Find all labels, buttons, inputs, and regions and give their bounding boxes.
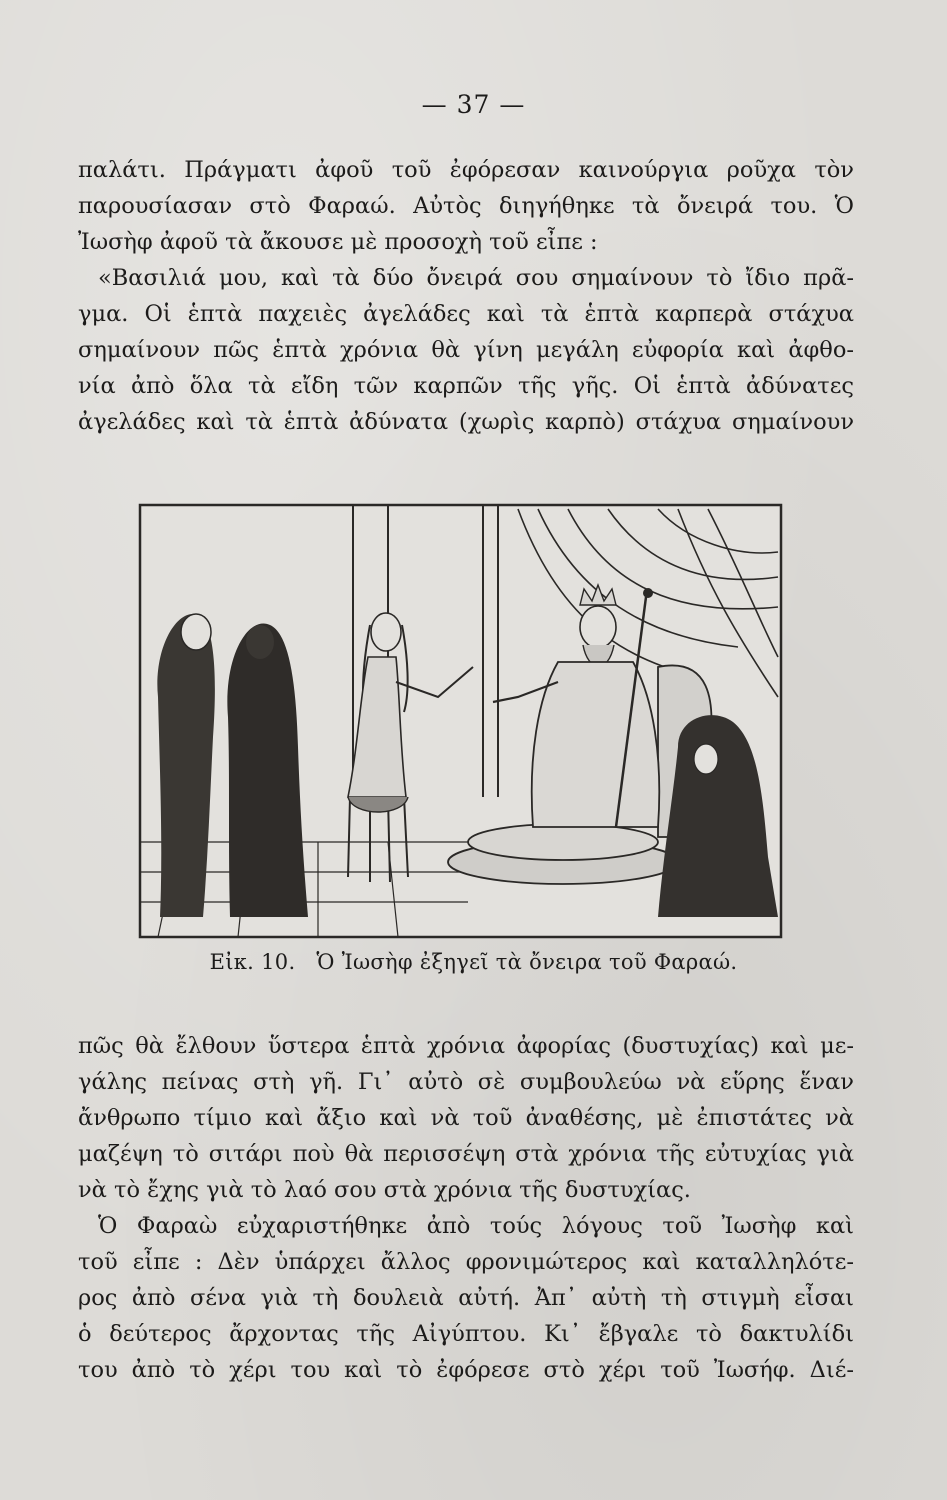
text-line: γμα. Οἱ ἑπτὰ παχειὲς ἀγελάδες καὶ τὰ ἑπτὰ καρπερὰ στάχυα <box>78 301 854 327</box>
text-line: ὁ δεύτερος ἄρχοντας τῆς Αἰγύπτου. Κι᾽ ἔβγαλε τὸ δακτυλίδι <box>78 1321 854 1347</box>
text-line: νὰ τὸ ἔχης γιὰ τὸ λαό σου στὰ χρόνια τῆς δυστυχίας. <box>78 1177 691 1203</box>
page-number: — 37 — <box>421 90 526 119</box>
text-line: παλάτι. Πράγματι ἀφοῦ τοῦ ἐφόρεσαν καινούργια ροῦχα τὸν <box>78 157 854 183</box>
continued-paragraph <box>78 1028 854 1208</box>
text-line: ἀγελάδες καὶ τὰ ἑπτὰ ἀδύνατα (χωρὶς καρπὸ) στάχυα σημαίνουν <box>78 409 854 435</box>
text-line: νία ἀπὸ ὅλα τὰ εἴδη τῶν καρπῶν τῆς γῆς. Οἱ ἑπτὰ ἀδύνατες <box>78 373 854 399</box>
text-line: του ἀπὸ τὸ χέρι του καὶ τὸ ἐφόρεσε στὸ χέρι τοῦ Ἰωσήφ. Διέ- <box>78 1357 854 1383</box>
text-line: σημαίνουν πῶς ἑπτὰ χρόνια θὰ γίνη μεγάλη εὐφορία καὶ ἀφθο- <box>78 337 854 363</box>
speech-paragraph <box>78 260 854 440</box>
text-line: γάλης πείνας στὴ γῆ. Γι᾽ αὐτὸ σὲ συμβουλεύω νὰ εὕρης ἕναν <box>78 1069 854 1095</box>
figure-caption <box>0 950 947 974</box>
text-line: ἄνθρωπο τίμιο καὶ ἄξιο καὶ νὰ τοῦ ἀναθέσης, μὲ ἐπιστάτες νὰ <box>78 1105 854 1131</box>
text-line: «Βασιλιά μου, καὶ τὰ δύο ὄνειρά σου σημαίνουν τὸ ἴδιο πρᾶ- <box>98 265 854 291</box>
text-line: παρουσίασαν στὸ Φαραώ. Αὐτὸς διηγήθηκε τὰ ὄνειρά του. Ὁ <box>78 193 854 219</box>
text-line: μαζέψη τὸ σιτάρι ποὺ θὰ περισσέψη στὰ χρόνια τῆς εὐτυχίας γιὰ <box>78 1141 854 1167</box>
text-line: Ἰωσὴφ ἀφοῦ τὰ ἄκουσε μὲ προσοχὴ τοῦ εἶπε : <box>78 229 598 255</box>
final-paragraph <box>78 1208 854 1388</box>
lower-text-block <box>78 1028 854 1388</box>
woodcut-illustration <box>138 497 783 940</box>
text-line: Ὁ Φαραὼ εὐχαριστήθηκε ἀπὸ τούς λόγους τοῦ Ἰωσὴφ καὶ <box>98 1213 854 1239</box>
illustration-drawing <box>138 497 783 940</box>
text-line: ρος ἀπὸ σένα γιὰ τὴ δουλειὰ αὐτή. Ἀπ᾽ αὐτὴ τὴ στιγμὴ εἶσαι <box>78 1285 854 1311</box>
figure-caption-text: Ὁ Ἰωσὴφ ἐξηγεῖ τὰ ὄνειρα τοῦ Φαραώ. <box>316 950 738 974</box>
text-line: πῶς θὰ ἔλθουν ὕστερα ἑπτὰ χρόνια ἀφορίας (δυστυχίας) καὶ με- <box>78 1033 854 1059</box>
upper-text-block <box>78 152 854 440</box>
top-paragraph <box>78 152 854 260</box>
text-line: τοῦ εἶπε : Δὲν ὑπάρχει ἄλλος φρονιμώτερος καὶ καταλληλότε- <box>78 1249 854 1275</box>
figure-label: Εἰκ. 10. <box>209 950 296 974</box>
